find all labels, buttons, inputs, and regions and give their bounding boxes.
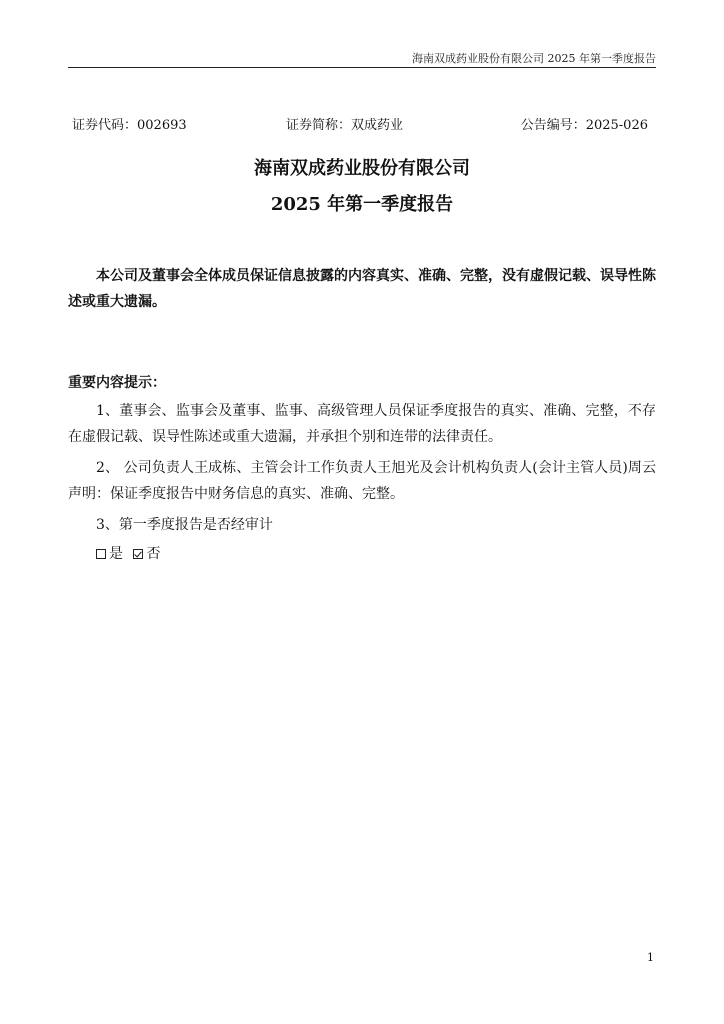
checkbox-unchecked-icon[interactable] (96, 549, 106, 559)
audit-option-no[interactable] (133, 546, 160, 562)
header-rule (68, 67, 656, 68)
board-statement: 本公司及董事会全体成员保证信息披露的内容真实、准确、完整，没有虚假记载、误导性陈述或重大遗漏。 (68, 268, 656, 310)
important-notice-heading: 重要内容提示： (68, 375, 166, 391)
checkbox-checked-icon[interactable] (133, 549, 143, 559)
audit-yes-label: 是 (109, 546, 123, 562)
announcement-meta-row (68, 114, 656, 132)
company-title: 海南双成药业股份有限公司 (254, 158, 470, 179)
audit-no-label: 否 (146, 546, 161, 562)
announcement-number: 公告编号：2025-026 (520, 118, 648, 133)
audit-options (96, 543, 160, 565)
report-title: 2025 年第一季度报告 (270, 194, 454, 215)
notice-item-3: 3、第一季度报告是否经审计 (96, 517, 273, 533)
stock-code: 证券代码：002693 (72, 118, 187, 133)
audit-option-yes[interactable] (96, 546, 127, 562)
notice-item-2: 2、 公司负责人王成栋、主管会计工作负责人王旭光及会计机构负责人(会计主管人员)周云声明：保证季度报告中财务信息的真实、准确、完整。 (68, 460, 656, 502)
page-number: 1 (647, 951, 654, 964)
stock-short-name: 证券简称：双成药业 (286, 118, 404, 133)
running-header: 海南双成药业股份有限公司 2025 年第一季度报告 (412, 52, 656, 65)
notice-item-1: 1、董事会、监事会及董事、监事、高级管理人员保证季度报告的真实、准确、完整，不存在虚假记载、误导性陈述或重大遗漏，并承担个别和连带的法律责任。 (68, 403, 656, 445)
